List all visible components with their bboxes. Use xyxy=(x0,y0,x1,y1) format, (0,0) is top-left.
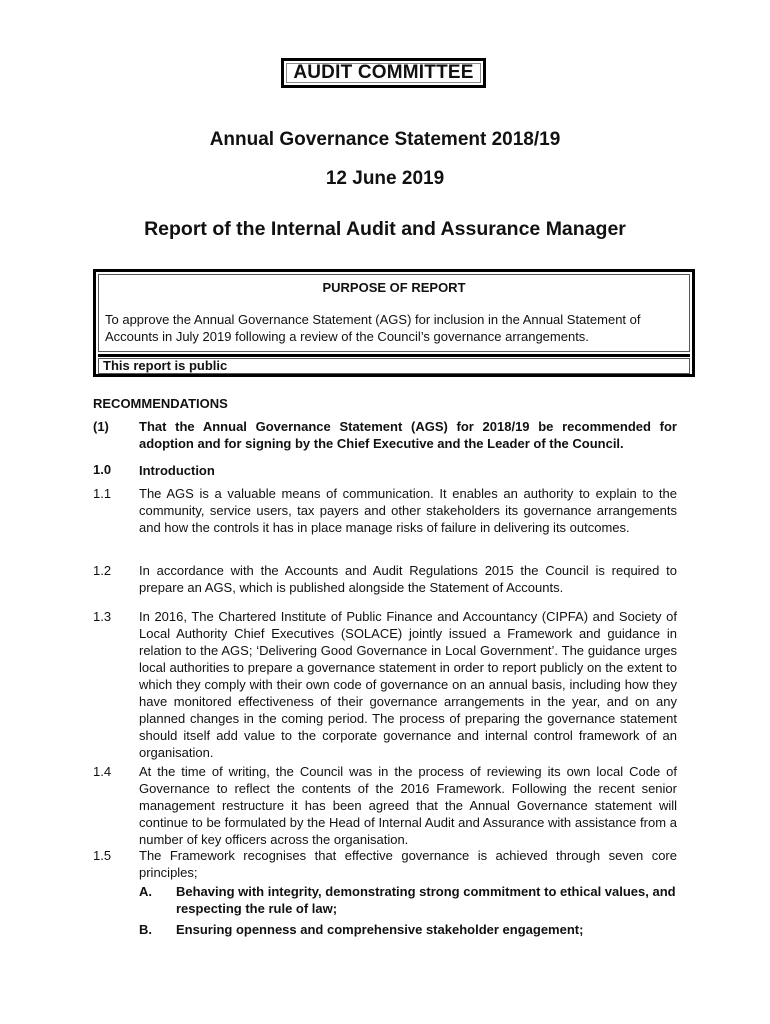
purpose-of-report-box xyxy=(93,269,695,377)
section-heading: Introduction xyxy=(139,463,215,478)
principle-text: Behaving with integrity, demonstrating strong commitment to ethical values, and respecting the rule of law; xyxy=(176,884,676,916)
paragraph-text: The Framework recognises that effective governance is achieved through seven core principles; xyxy=(139,848,677,880)
principle-letter: A. xyxy=(139,884,152,899)
public-status: This report is public xyxy=(98,358,690,374)
paragraph-text: In 2016, The Chartered Institute of Public Finance and Accountancy (CIPFA) and Society of Local Authority Chief Executives (SOLACE) jointly issued a Framework and guidance in relation to the AGS; ‘Delivering Good Governance in Local Government’. The guidance urges local authorities to prepare a governance statement in order to report publicly on the extent to which they comply with their own code of governance on an annual basis, including how they have monitored effectiveness of their governance arrangements in the year, and on any planned changes in the coming period. The process of preparing the governance statement should itself add value to the corporate governance and internal control framework of an organisation. xyxy=(139,609,677,760)
committee-title-box xyxy=(281,58,486,88)
paragraph-number: 1.5 xyxy=(93,848,112,863)
purpose-text: To approve the Annual Governance Statement (AGS) for inclusion in the Annual Statement of Accounts in July 2019 following a review of the Council’s governance arrangements. xyxy=(105,312,641,344)
committee-title: AUDIT COMMITTEE xyxy=(286,63,481,83)
paragraph-text: The AGS is a valuable means of communication. It enables an authority to explain to the community, service users, tax payers and other stakeholders its governance arrangements and how the controls it has in place manage risks of failure in delivering its outcomes. xyxy=(139,486,677,535)
paragraph-number: 1.1 xyxy=(93,486,112,501)
paragraph-text: At the time of writing, the Council was in the process of reviewing its own local Code of Governance to reflect the contents of the 2016 Framework. Following the recent senior management restructure it has been agreed that the Annual Governance statement will continue to be formulated by the Head of Internal Audit and Assurance with assistance from a number of key officers across the organisation. xyxy=(139,764,677,847)
recommendation-number: (1) xyxy=(93,419,109,434)
report-date: 12 June 2019 xyxy=(325,168,445,189)
divider xyxy=(98,354,690,357)
purpose-section xyxy=(98,274,690,352)
paragraph-text: In accordance with the Accounts and Audit Regulations 2015 the Council is required to prepare an AGS, which is published alongside the Statement of Accounts. xyxy=(139,563,677,595)
paragraph-number: 1.2 xyxy=(93,563,112,578)
purpose-heading: PURPOSE OF REPORT xyxy=(322,280,466,295)
report-author: Report of the Internal Audit and Assurance Manager xyxy=(144,218,626,240)
recommendations-heading: RECOMMENDATIONS xyxy=(93,396,228,411)
principle-letter: B. xyxy=(139,922,152,937)
section-number: 1.0 xyxy=(93,462,112,477)
paragraph-number: 1.3 xyxy=(93,609,112,624)
recommendation-text: That the Annual Governance Statement (AGS) for 2018/19 be recommended for adoption and for signing by the Chief Executive and the Leader of the Council. xyxy=(139,419,677,451)
principle-text: Ensuring openness and comprehensive stakeholder engagement; xyxy=(176,922,584,937)
paragraph-number: 1.4 xyxy=(93,764,112,779)
report-title: Annual Governance Statement 2018/19 xyxy=(209,129,561,150)
